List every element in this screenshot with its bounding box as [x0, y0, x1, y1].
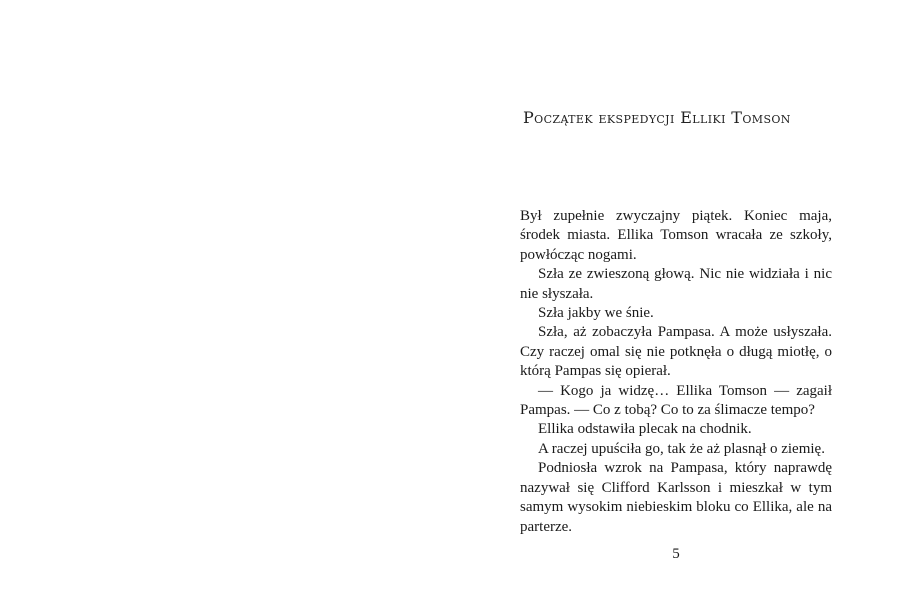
paragraph: Szła, aż zobaczyła Pampasa. A może usłyszała. Czy raczej omal się nie potknęła o długą miotłę, o którą Pampas się opierał. [520, 324, 832, 380]
paragraph: Szła ze zwieszoną głową. Nic nie widziała i nic nie słyszała. [520, 266, 832, 302]
chapter-body [520, 207, 832, 537]
paragraph: — Kogo ja widzę… Ellika Tomson — zagaił Pampas. — Co z tobą? Co to za ślimacze tempo? [520, 382, 832, 419]
paragraph: Podniosła wzrok na Pampasa, który naprawdę nazywał się Clifford Karlsson i mieszkał w tym samym wysokim niebieskim bloku co Ellika, ale na parterze. [520, 460, 832, 535]
paragraph: Był zupełnie zwyczajny piątek. Koniec maja, środek miasta. Ellika Tomson wracała ze szkoły, powłócząc nogami. [520, 208, 832, 263]
paragraph: Szła jakby we śnie. [538, 305, 654, 322]
paragraph: A raczej upuściła go, tak że aż plasnął o ziemię. [538, 440, 825, 457]
page-number: 5 [672, 546, 680, 562]
chapter-title: Początek ekspedycji Elliki Tomson [523, 108, 791, 127]
paragraph: Ellika odstawiła plecak na chodnik. [538, 421, 752, 438]
